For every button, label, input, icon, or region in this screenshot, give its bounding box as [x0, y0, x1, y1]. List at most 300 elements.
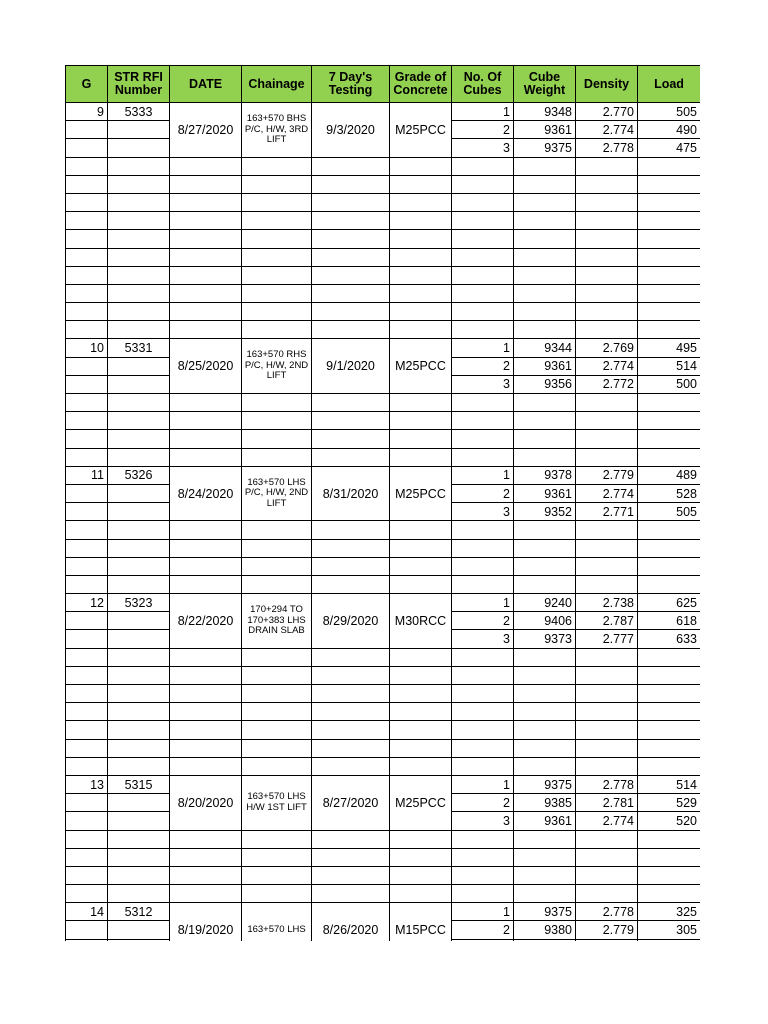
empty-cell — [170, 248, 242, 266]
density-cell: 2.774 — [576, 812, 638, 830]
empty-cell — [514, 830, 576, 848]
group-g-cell: 12 — [66, 594, 108, 612]
empty-cell — [242, 866, 312, 884]
cube-no-cell: 2 — [452, 484, 514, 502]
density-cell: 2.770 — [576, 103, 638, 121]
testing-date-cell: 8/29/2020 — [312, 594, 390, 649]
empty-cell — [312, 284, 390, 302]
empty-cell — [108, 757, 170, 775]
empty-cell — [170, 830, 242, 848]
empty-cell — [108, 139, 170, 157]
table-row — [66, 193, 701, 211]
empty-cell — [66, 412, 108, 430]
cube-no-cell: 3 — [452, 139, 514, 157]
table-row — [66, 848, 701, 866]
empty-cell — [514, 575, 576, 593]
empty-cell — [390, 394, 452, 412]
testing-date-cell: 8/26/2020 — [312, 903, 390, 941]
empty-cell — [452, 448, 514, 466]
cube-weight-cell: 9361 — [514, 357, 576, 375]
empty-cell — [108, 157, 170, 175]
empty-cell — [638, 575, 701, 593]
empty-cell — [452, 266, 514, 284]
empty-cell — [576, 575, 638, 593]
empty-cell — [452, 648, 514, 666]
cube-no-cell: 2 — [452, 121, 514, 139]
empty-cell — [66, 703, 108, 721]
group-g-cell: 13 — [66, 775, 108, 793]
empty-cell — [390, 721, 452, 739]
empty-cell — [66, 848, 108, 866]
empty-cell — [312, 248, 390, 266]
empty-cell — [242, 193, 312, 211]
empty-cell — [576, 394, 638, 412]
empty-cell — [638, 266, 701, 284]
empty-cell — [170, 885, 242, 903]
empty-cell — [108, 866, 170, 884]
table-row — [66, 739, 701, 757]
empty-cell — [638, 321, 701, 339]
empty-cell — [108, 303, 170, 321]
cube-weight-cell: 9378 — [514, 466, 576, 484]
empty-cell — [242, 757, 312, 775]
empty-cell — [66, 757, 108, 775]
chainage-cell: 163+570 RHS P/C, H/W, 2ND LIFT — [242, 339, 312, 394]
empty-cell — [452, 885, 514, 903]
empty-cell — [452, 721, 514, 739]
cube-weight-cell: 9361 — [514, 484, 576, 502]
empty-cell — [312, 266, 390, 284]
table-row — [66, 321, 701, 339]
empty-cell — [108, 575, 170, 593]
empty-cell — [638, 157, 701, 175]
density-cell: 2.777 — [576, 630, 638, 648]
header-date: DATE — [170, 66, 242, 103]
empty-cell — [170, 448, 242, 466]
empty-cell — [312, 685, 390, 703]
table-row — [66, 539, 701, 557]
empty-cell — [390, 666, 452, 684]
empty-cell — [312, 193, 390, 211]
empty-cell — [576, 830, 638, 848]
empty-cell — [242, 230, 312, 248]
empty-cell — [390, 284, 452, 302]
empty-cell — [452, 866, 514, 884]
empty-cell — [576, 666, 638, 684]
empty-cell — [108, 394, 170, 412]
empty-cell — [638, 539, 701, 557]
density-cell: 2.772 — [576, 375, 638, 393]
empty-cell — [312, 157, 390, 175]
empty-cell — [108, 666, 170, 684]
empty-cell — [576, 539, 638, 557]
empty-cell — [514, 721, 576, 739]
density-cell: 2.779 — [576, 921, 638, 939]
empty-cell — [452, 321, 514, 339]
empty-cell — [390, 212, 452, 230]
cube-weight-cell: 9406 — [514, 612, 576, 630]
rfi-number-cell: 5331 — [108, 339, 170, 357]
empty-cell — [514, 557, 576, 575]
empty-cell — [66, 193, 108, 211]
empty-cell — [242, 430, 312, 448]
cube-no-cell: 3 — [452, 630, 514, 648]
empty-cell — [576, 885, 638, 903]
spreadsheet — [65, 65, 700, 941]
empty-cell — [66, 885, 108, 903]
empty-cell — [66, 666, 108, 684]
testing-date-cell: 8/31/2020 — [312, 466, 390, 521]
empty-cell — [66, 794, 108, 812]
table-row — [66, 903, 701, 921]
empty-cell — [108, 321, 170, 339]
empty-cell — [452, 830, 514, 848]
empty-cell — [514, 539, 576, 557]
empty-cell — [312, 394, 390, 412]
table-row — [66, 885, 701, 903]
density-cell: 2.774 — [576, 121, 638, 139]
empty-cell — [170, 175, 242, 193]
grade-cell: M25PCC — [390, 103, 452, 158]
empty-cell — [638, 885, 701, 903]
density-cell: 2.778 — [576, 775, 638, 793]
empty-cell — [390, 521, 452, 539]
cube-test-table — [65, 65, 700, 941]
empty-cell — [452, 703, 514, 721]
empty-cell — [108, 539, 170, 557]
empty-cell — [514, 230, 576, 248]
empty-cell — [452, 157, 514, 175]
header-load: Load — [638, 66, 701, 103]
empty-cell — [638, 848, 701, 866]
empty-cell — [514, 685, 576, 703]
table-row — [66, 303, 701, 321]
empty-cell — [576, 848, 638, 866]
empty-cell — [170, 575, 242, 593]
empty-cell — [638, 757, 701, 775]
empty-cell — [66, 575, 108, 593]
table-row — [66, 666, 701, 684]
empty-cell — [576, 175, 638, 193]
empty-cell — [108, 212, 170, 230]
empty-cell — [514, 193, 576, 211]
empty-cell — [312, 648, 390, 666]
date-cell: 8/27/2020 — [170, 103, 242, 158]
empty-cell — [108, 484, 170, 502]
empty-cell — [514, 430, 576, 448]
empty-cell — [312, 539, 390, 557]
load-cell: 618 — [638, 612, 701, 630]
empty-cell — [638, 212, 701, 230]
chainage-cell: 170+294 TO 170+383 LHS DRAIN SLAB — [242, 594, 312, 649]
empty-cell — [312, 703, 390, 721]
empty-cell — [576, 230, 638, 248]
empty-cell — [390, 557, 452, 575]
table-row — [66, 284, 701, 302]
grade-cell: M25PCC — [390, 466, 452, 521]
empty-cell — [576, 266, 638, 284]
empty-cell — [390, 685, 452, 703]
empty-cell — [638, 939, 701, 941]
load-cell: 325 — [638, 903, 701, 921]
empty-cell — [390, 266, 452, 284]
empty-cell — [514, 866, 576, 884]
empty-cell — [66, 266, 108, 284]
header-g: G — [66, 66, 108, 103]
empty-cell — [242, 321, 312, 339]
empty-cell — [390, 648, 452, 666]
empty-cell — [108, 648, 170, 666]
empty-cell — [390, 739, 452, 757]
empty-cell — [452, 430, 514, 448]
empty-cell — [66, 557, 108, 575]
load-cell: 305 — [638, 921, 701, 939]
empty-cell — [312, 557, 390, 575]
empty-cell — [242, 703, 312, 721]
table-row — [66, 685, 701, 703]
empty-cell — [170, 412, 242, 430]
empty-cell — [66, 121, 108, 139]
empty-cell — [514, 703, 576, 721]
empty-cell — [66, 357, 108, 375]
empty-cell — [638, 248, 701, 266]
empty-cell — [576, 321, 638, 339]
empty-cell — [390, 848, 452, 866]
empty-cell — [108, 357, 170, 375]
empty-cell — [108, 703, 170, 721]
empty-cell — [66, 921, 108, 939]
empty-cell — [638, 830, 701, 848]
empty-cell — [66, 230, 108, 248]
empty-cell — [242, 575, 312, 593]
cube-weight-cell: 9352 — [514, 503, 576, 521]
empty-cell — [638, 521, 701, 539]
empty-cell — [66, 394, 108, 412]
empty-cell — [108, 557, 170, 575]
table-row — [66, 703, 701, 721]
empty-cell — [638, 666, 701, 684]
cube-weight-cell: 9356 — [514, 375, 576, 393]
load-cell: 514 — [638, 775, 701, 793]
load-cell: 625 — [638, 594, 701, 612]
empty-cell — [576, 284, 638, 302]
empty-cell — [576, 412, 638, 430]
empty-cell — [390, 193, 452, 211]
empty-cell — [638, 412, 701, 430]
cube-weight-cell: 9361 — [514, 812, 576, 830]
cube-no-cell: 2 — [452, 357, 514, 375]
empty-cell — [452, 175, 514, 193]
empty-cell — [312, 721, 390, 739]
empty-cell — [638, 685, 701, 703]
empty-cell — [108, 630, 170, 648]
empty-cell — [170, 703, 242, 721]
empty-cell — [170, 721, 242, 739]
empty-cell — [66, 721, 108, 739]
empty-cell — [312, 212, 390, 230]
table-row — [66, 557, 701, 575]
empty-cell — [576, 212, 638, 230]
empty-cell — [66, 939, 108, 941]
empty-cell — [312, 666, 390, 684]
empty-cell — [242, 685, 312, 703]
cube-no-cell: 2 — [452, 921, 514, 939]
empty-cell — [170, 666, 242, 684]
empty-cell — [108, 685, 170, 703]
empty-cell — [576, 685, 638, 703]
empty-cell — [170, 866, 242, 884]
testing-date-cell: 9/3/2020 — [312, 103, 390, 158]
cube-no-cell: 1 — [452, 466, 514, 484]
empty-cell — [452, 412, 514, 430]
empty-cell — [66, 648, 108, 666]
empty-cell — [108, 175, 170, 193]
empty-cell — [390, 175, 452, 193]
table-row — [66, 448, 701, 466]
empty-cell — [576, 303, 638, 321]
empty-cell — [514, 212, 576, 230]
cube-no-cell: 2 — [452, 612, 514, 630]
empty-cell — [312, 866, 390, 884]
cube-no-cell: 3 — [452, 812, 514, 830]
density-cell: 2.738 — [576, 594, 638, 612]
cube-no-cell: 1 — [452, 903, 514, 921]
empty-cell — [452, 939, 514, 941]
empty-cell — [390, 539, 452, 557]
empty-cell — [452, 230, 514, 248]
empty-cell — [390, 885, 452, 903]
empty-cell — [170, 539, 242, 557]
empty-cell — [66, 321, 108, 339]
empty-cell — [66, 284, 108, 302]
empty-cell — [108, 848, 170, 866]
empty-cell — [108, 721, 170, 739]
empty-cell — [452, 685, 514, 703]
empty-cell — [312, 848, 390, 866]
empty-cell — [66, 630, 108, 648]
empty-cell — [638, 193, 701, 211]
empty-cell — [66, 248, 108, 266]
empty-cell — [514, 848, 576, 866]
grade-cell: M30RCC — [390, 594, 452, 649]
empty-cell — [390, 430, 452, 448]
empty-cell — [452, 557, 514, 575]
empty-cell — [638, 703, 701, 721]
cube-weight-cell: 9344 — [514, 339, 576, 357]
empty-cell — [66, 430, 108, 448]
load-cell: 528 — [638, 484, 701, 502]
empty-cell — [170, 685, 242, 703]
empty-cell — [576, 430, 638, 448]
empty-cell — [170, 757, 242, 775]
empty-cell — [170, 648, 242, 666]
table-row — [66, 466, 701, 484]
empty-cell — [108, 612, 170, 630]
empty-cell — [638, 739, 701, 757]
empty-cell — [514, 321, 576, 339]
table-row — [66, 175, 701, 193]
empty-cell — [638, 430, 701, 448]
empty-cell — [576, 521, 638, 539]
load-cell: 505 — [638, 103, 701, 121]
cube-weight-cell: 9380 — [514, 921, 576, 939]
empty-cell — [108, 412, 170, 430]
load-cell: 490 — [638, 121, 701, 139]
cube-weight-cell: 9375 — [514, 903, 576, 921]
load-cell: 520 — [638, 812, 701, 830]
empty-cell — [514, 885, 576, 903]
empty-cell — [514, 412, 576, 430]
load-cell: 500 — [638, 375, 701, 393]
grade-cell: M25PCC — [390, 775, 452, 830]
empty-cell — [108, 812, 170, 830]
empty-cell — [242, 175, 312, 193]
empty-cell — [452, 757, 514, 775]
cube-weight-cell: 9375 — [514, 775, 576, 793]
empty-cell — [514, 939, 576, 941]
empty-cell — [242, 830, 312, 848]
empty-cell — [66, 812, 108, 830]
table-row — [66, 521, 701, 539]
empty-cell — [452, 521, 514, 539]
empty-cell — [242, 848, 312, 866]
empty-cell — [242, 448, 312, 466]
empty-cell — [242, 557, 312, 575]
cube-no-cell: 1 — [452, 594, 514, 612]
cube-weight-cell: 9361 — [514, 121, 576, 139]
table-row — [66, 721, 701, 739]
cube-weight-cell: 9240 — [514, 594, 576, 612]
empty-cell — [312, 230, 390, 248]
empty-cell — [390, 575, 452, 593]
empty-cell — [170, 557, 242, 575]
empty-cell — [514, 739, 576, 757]
empty-cell — [638, 448, 701, 466]
empty-cell — [108, 921, 170, 939]
cube-weight-cell: 9375 — [514, 139, 576, 157]
table-row — [66, 394, 701, 412]
empty-cell — [514, 648, 576, 666]
empty-cell — [66, 375, 108, 393]
empty-cell — [108, 885, 170, 903]
empty-cell — [452, 284, 514, 302]
empty-cell — [312, 321, 390, 339]
empty-cell — [312, 739, 390, 757]
empty-cell — [170, 394, 242, 412]
empty-cell — [312, 412, 390, 430]
empty-cell — [390, 757, 452, 775]
empty-cell — [170, 266, 242, 284]
cube-weight-cell: 9348 — [514, 103, 576, 121]
empty-cell — [576, 248, 638, 266]
empty-cell — [576, 757, 638, 775]
empty-cell — [108, 430, 170, 448]
empty-cell — [66, 830, 108, 848]
grade-cell: M15PCC — [390, 903, 452, 941]
empty-cell — [312, 575, 390, 593]
density-cell: 2.781 — [576, 794, 638, 812]
empty-cell — [170, 321, 242, 339]
empty-cell — [108, 375, 170, 393]
empty-cell — [576, 939, 638, 941]
chainage-cell: 163+570 LHS P/C, H/W, 2ND LIFT — [242, 466, 312, 521]
empty-cell — [638, 303, 701, 321]
cube-no-cell: 1 — [452, 339, 514, 357]
grade-cell: M25PCC — [390, 339, 452, 394]
table-row — [66, 248, 701, 266]
empty-cell — [108, 121, 170, 139]
load-cell: 505 — [638, 503, 701, 521]
